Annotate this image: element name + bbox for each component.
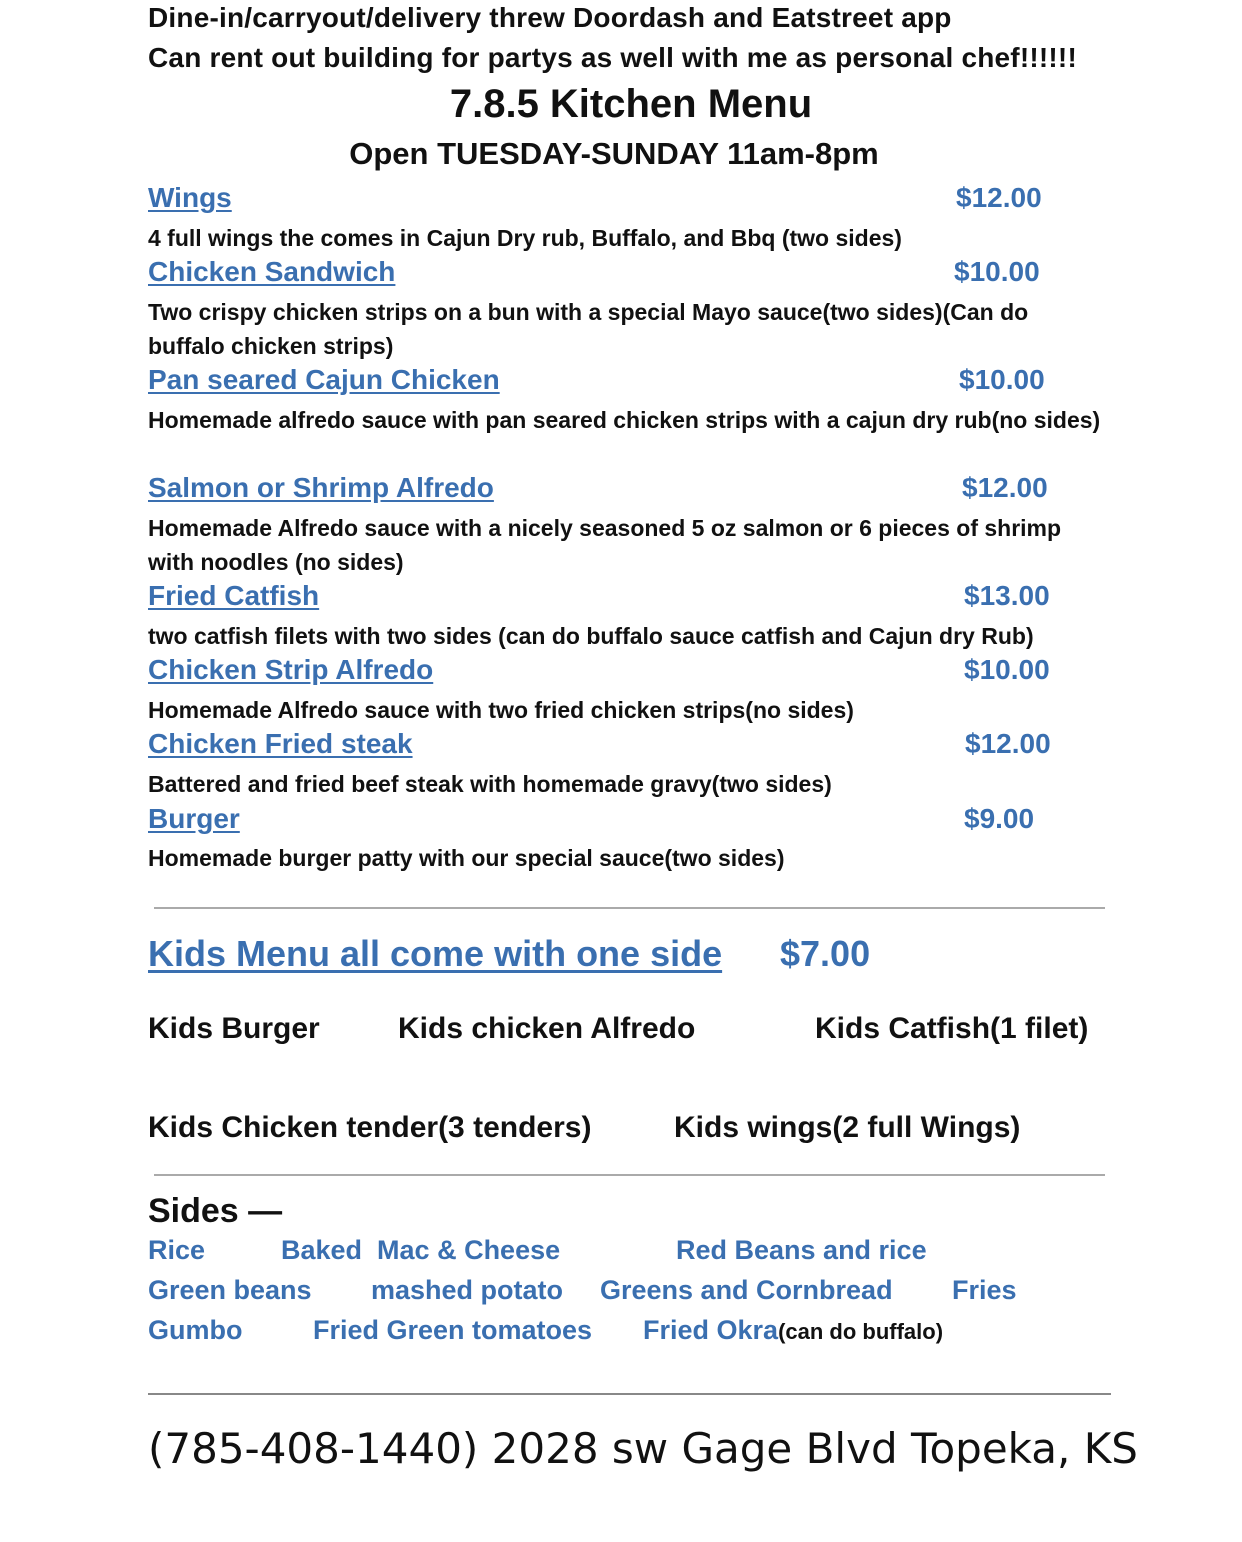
- item-description: two catfish filets with two sides (can do buffalo sauce catfish and Cajun dry Rub): [148, 623, 1034, 649]
- side-item-label: Fried Okra: [643, 1315, 779, 1345]
- item-price: $10.00: [964, 654, 1050, 685]
- item-name: Salmon or Shrimp Alfredo: [148, 472, 494, 503]
- divider: [154, 1174, 1105, 1176]
- item-description: Two crispy chicken strips on a bun with a special Mayo sauce(two sides)(Can do buffalo chicken strips): [148, 299, 1029, 359]
- item-name: Pan seared Cajun Chicken: [148, 364, 500, 395]
- item-price: $9.00: [964, 803, 1035, 834]
- side-item: Greens and Cornbread: [600, 1275, 893, 1305]
- item-price: $12.00: [962, 472, 1048, 503]
- kids-item: Kids chicken Alfredo: [398, 1012, 696, 1045]
- item-name: Chicken Strip Alfredo: [148, 654, 434, 685]
- kids-menu-price: $7.00: [780, 933, 871, 974]
- side-item: Rice: [148, 1235, 206, 1265]
- side-item: Baked Mac & Cheese: [281, 1235, 561, 1265]
- item-price: $10.00: [959, 364, 1045, 395]
- side-item-note: (can do buffalo): [778, 1319, 944, 1344]
- kids-menu-title: Kids Menu all come with one side: [148, 933, 723, 974]
- side-item: Gumbo: [148, 1315, 243, 1345]
- item-description: Homemade alfredo sauce with pan seared chicken strips with a cajun dry rub(no sides): [148, 407, 1101, 433]
- item-name: Fried Catfish: [148, 580, 320, 611]
- item-price: $12.00: [965, 728, 1051, 759]
- kids-item: Kids Burger: [148, 1012, 320, 1045]
- item-description: Homemade Alfredo sauce with a nicely seasoned 5 oz salmon or 6 pieces of shrimp with noodles (no sides): [148, 515, 1062, 575]
- side-item: Fried Green tomatoes: [313, 1315, 593, 1345]
- item-price: $10.00: [954, 256, 1040, 287]
- item-description: Homemade burger patty with our special sauce(two sides): [148, 845, 785, 871]
- contact-info: (785-408-1440) 2028 sw Gage Blvd Topeka, KS: [148, 1424, 1138, 1473]
- side-item: Red Beans and rice: [676, 1235, 927, 1265]
- sides-title: Sides —: [148, 1192, 283, 1230]
- item-price: $12.00: [956, 182, 1042, 213]
- item-description: Homemade Alfredo sauce with two fried chicken strips(no sides): [148, 697, 854, 723]
- side-item: mashed potato: [371, 1275, 564, 1305]
- menu-title: 7.8.5 Kitchen Menu: [449, 82, 813, 126]
- intro-line-delivery: Dine-in/carryout/delivery threw Doordash and Eatstreet app: [148, 2, 952, 33]
- divider: [154, 907, 1105, 909]
- side-item: Green beans: [148, 1275, 312, 1305]
- item-name: Wings: [148, 182, 232, 213]
- item-description: Battered and fried beef steak with homemade gravy(two sides): [148, 771, 832, 797]
- kids-item: Kids Chicken tender(3 tenders): [148, 1111, 592, 1144]
- item-name: Chicken Fried steak: [148, 728, 413, 759]
- intro-line-rental: Can rent out building for partys as well with me as personal chef!!!!!!: [148, 42, 1077, 73]
- kids-item: Kids Catfish(1 filet): [815, 1012, 1089, 1045]
- side-item-okra: [643, 1315, 943, 1346]
- side-item: Fries: [952, 1275, 1017, 1305]
- opening-hours: Open TUESDAY-SUNDAY 11am-8pm: [349, 136, 879, 171]
- item-name: Chicken Sandwich: [148, 256, 396, 287]
- divider: [148, 1393, 1111, 1395]
- item-name: Burger: [148, 803, 240, 834]
- item-description: 4 full wings the comes in Cajun Dry rub, Buffalo, and Bbq (two sides): [148, 225, 902, 251]
- item-price: $13.00: [964, 580, 1050, 611]
- kids-item: Kids wings(2 full Wings): [674, 1111, 1021, 1144]
